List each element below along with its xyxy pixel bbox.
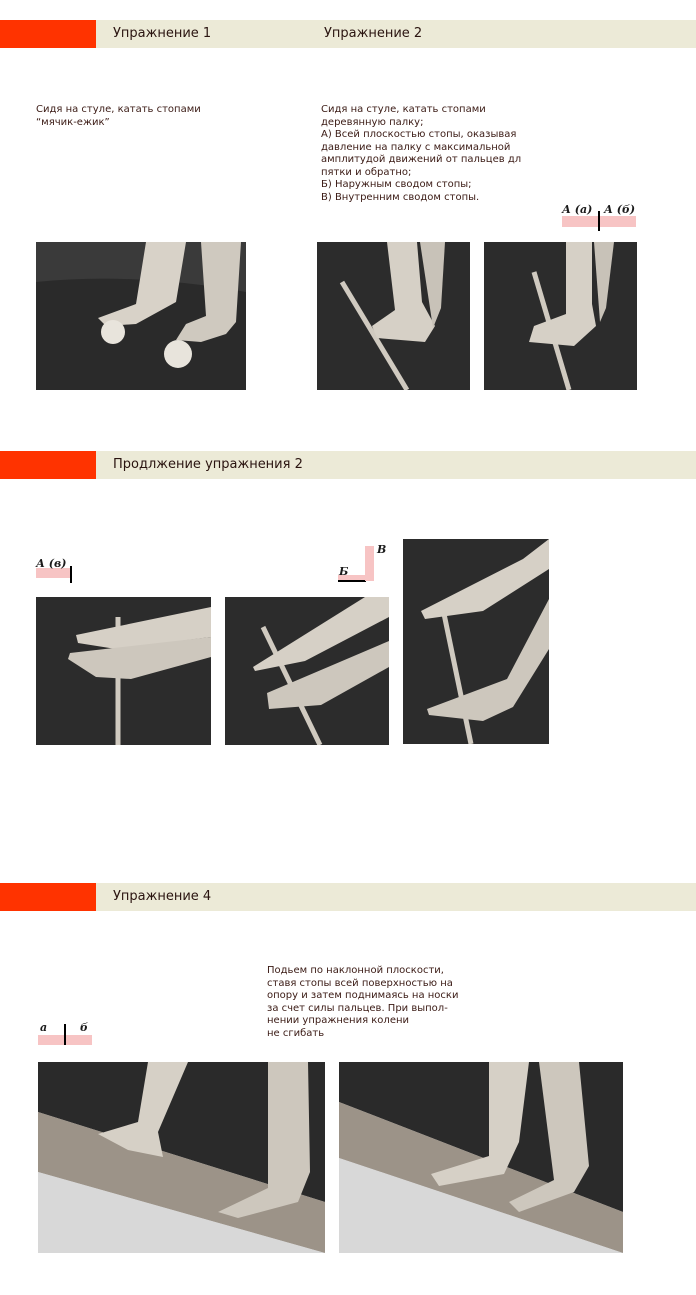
photo-massage-ball [36, 242, 246, 390]
exercise-2-title: Упражнение 2 [324, 26, 423, 41]
section-header-exercise-4 [0, 883, 696, 911]
label-divider [598, 211, 600, 231]
label-divider [70, 566, 72, 583]
desc-line: не сгибать [267, 1027, 325, 1039]
desc-line: Сидя на стуле, катать стопами [321, 104, 486, 115]
desc-line: пятки и обратно; [321, 166, 412, 178]
photo-stick-b [225, 597, 389, 745]
exercise-4-title: Упражнение 4 [113, 889, 212, 904]
header-accent [0, 883, 96, 911]
desc-line: давление на палку с максимальной [321, 141, 511, 153]
label-a-a: А (а) [562, 203, 593, 216]
header-accent [0, 451, 96, 479]
desc-line: ставя стопы всей поверхностью на [267, 977, 453, 989]
desc-line: А) Всей плоскостью стопы, оказывая [321, 129, 517, 140]
desc-line: Подьем по наклонной плоскости, [267, 965, 444, 976]
label-b: Б [339, 565, 349, 578]
photo-incline-a [38, 1062, 325, 1253]
photo-stick-v [403, 539, 549, 744]
exercise-1-description [36, 104, 201, 129]
label-small-a: а [40, 1021, 48, 1034]
label-underline-b-line [338, 580, 366, 582]
desc-line: нении упражнения колени [267, 1015, 410, 1026]
desc-line: Б) Наружным сводом стопы; [321, 179, 472, 190]
exercise-2-description [321, 104, 521, 204]
photo-incline-b [339, 1062, 623, 1253]
section-header-exercise-2-continued [0, 451, 696, 479]
desc-line: опору и затем поднимаясь на носки [267, 990, 459, 1001]
desc-line: амплитудой движений от пальцев дл [321, 154, 522, 165]
label-v: В [377, 543, 387, 556]
photo-stick-a-b [484, 242, 637, 390]
label-a-b: А (б) [604, 203, 636, 216]
desc-line: деревянную палку; [321, 116, 424, 128]
photo-stick-a-a [317, 242, 470, 390]
desc-line: В) Внутренним сводом стопы. [321, 191, 480, 203]
desc-line: “мячик-ежик” [36, 116, 110, 128]
header-accent [0, 20, 96, 48]
exercise-1-title: Упражнение 1 [113, 26, 212, 41]
photo-stick-a-v [36, 597, 211, 745]
exercise-2-continued-title: Продлжение упражнения 2 [113, 457, 303, 472]
section-header-exercise-1-2 [0, 20, 696, 48]
desc-line: за счет силы пальцев. При выпол- [267, 1002, 448, 1014]
desc-line: Сидя на стуле, катать стопами [36, 104, 201, 115]
label-a-v: А (в) [36, 557, 67, 570]
exercise-4-description [267, 965, 458, 1040]
label-divider [64, 1024, 66, 1045]
label-small-b: б [80, 1021, 88, 1034]
label-bar-v [365, 546, 374, 581]
